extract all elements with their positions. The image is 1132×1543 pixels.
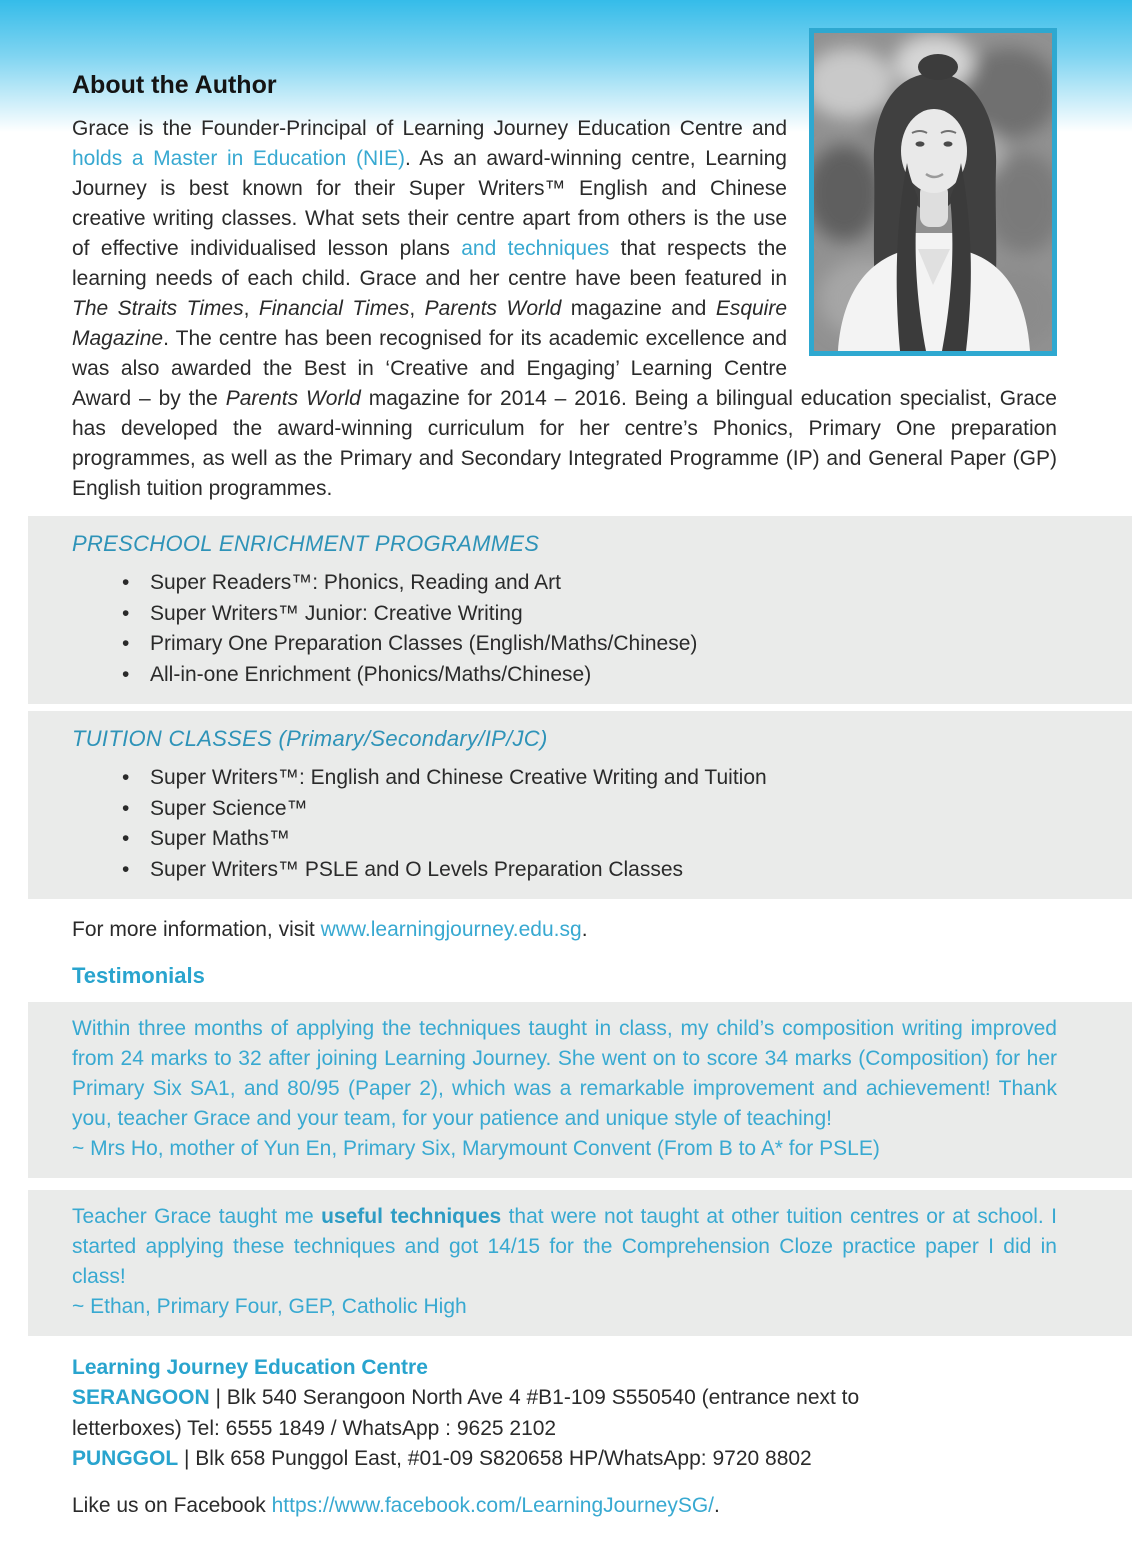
text-segment: Financial Times	[258, 297, 410, 320]
text-segment: Like us on Facebook	[72, 1493, 272, 1517]
hair-bun	[918, 54, 958, 80]
text-segment: Esquire Magazine	[72, 297, 788, 350]
serangoon-branch-line	[72, 1383, 1057, 1444]
text-segment: Parents World	[424, 297, 562, 320]
text-segment: | Blk 658 Punggol East, #01-09 S820658 HP/WhatsApp: 9720 8802	[178, 1447, 812, 1470]
text-segment: .	[581, 918, 588, 941]
serangoon-branch-label: SERANGOON	[72, 1386, 210, 1409]
list-item: • Super Writers™ Junior: Creative Writing	[120, 599, 1057, 630]
text-segment: that were not taught at other tuition centres or at school. I started applying these techniques and got 14/15 for the Comprehension Cloze practice paper I did in class!	[72, 1205, 1058, 1288]
author-photo	[809, 28, 1057, 356]
facebook-line	[72, 1491, 1057, 1522]
page-title: About the Author	[72, 71, 277, 99]
text-segment: . The centre has been recognised for its academic excellence and was also awarded the Best in ‘Creative and Engaging’ Learning Centre Award – by the	[72, 327, 787, 410]
preschool-programmes-section	[28, 516, 1132, 704]
text-segment: that respects the learning needs of each child. Grace and her centre have been featured in	[72, 237, 787, 290]
facebook-link[interactable]: https://www.facebook.com/LearningJourneySG/	[271, 1493, 715, 1517]
tuition-classes-list	[120, 763, 1057, 885]
tuition-classes-heading: TUITION CLASSES (Primary/Secondary/IP/JC)	[72, 726, 548, 751]
list-item: • All-in-one Enrichment (Phonics/Maths/Chinese)	[120, 660, 1057, 691]
list-item: • Primary One Preparation Classes (English/Maths/Chinese)	[120, 629, 1057, 660]
preschool-programmes-heading: PRESCHOOL ENRICHMENT PROGRAMMES	[72, 531, 540, 556]
testimonial-2	[28, 1190, 1132, 1336]
text-segment: .	[714, 1493, 720, 1517]
list-item: • Super Maths™	[120, 824, 1057, 855]
preschool-programmes-list	[120, 568, 1057, 690]
text-segment: letterboxes) Tel: 6555 1849 / WhatsApp : 9625 2102	[72, 1416, 557, 1440]
punggol-branch-label: PUNGGOL	[72, 1447, 179, 1470]
testimonial-1	[28, 1002, 1132, 1178]
text-segment: For more information, visit	[72, 918, 321, 941]
contact-section	[72, 1353, 1057, 1521]
testimonials-heading: Testimonials	[72, 963, 205, 988]
section-divider	[72, 704, 1057, 711]
list-item: • Super Writers™ PSLE and O Levels Preparation Classes	[120, 855, 1057, 886]
text-segment: magazine and	[561, 297, 716, 320]
author-photo-illustration	[814, 33, 1052, 351]
text-segment: ,	[243, 297, 259, 320]
text-segment: Teacher Grace taught me	[72, 1205, 322, 1228]
about-section	[72, 70, 1057, 504]
text-segment: | Blk 540 Serangoon North Ave 4 #B1-109 S550540 (entrance next to	[209, 1386, 860, 1409]
text-segment: magazine for 2014 – 2016. Being a bilingual education specialist, Grace has developed the award-winning curriculum for her centre’s Phonics, Primary One preparation programmes, as well as the Primary and Secondary Integrated Programme (IP) and General Paper (GP) English tuition programmes.	[72, 387, 1057, 500]
testimonial-2-attribution: ~ Ethan, Primary Four, GEP, Catholic High	[72, 1295, 467, 1318]
list-item: • Super Science™	[120, 794, 1057, 825]
website-link[interactable]: www.learningjourney.edu.sg	[320, 918, 582, 941]
testimonial-1-attribution: ~ Mrs Ho, mother of Yun En, Primary Six, Marymount Convent (From B to A* for PSLE)	[72, 1137, 880, 1160]
tuition-classes-section	[28, 711, 1132, 899]
eye-left	[916, 141, 925, 146]
list-item: • Super Readers™: Phonics, Reading and Art	[120, 568, 1057, 599]
testimonial-1-body	[72, 1014, 1057, 1134]
text-segment: useful techniques	[321, 1205, 502, 1228]
text-segment: Grace is the Founder-Principal of Learning Journey Education Centre and	[72, 117, 787, 140]
text-segment: ,	[409, 297, 425, 320]
punggol-branch-line	[72, 1444, 1057, 1475]
more-information-line	[72, 915, 1057, 945]
centre-name-heading: Learning Journey Education Centre	[72, 1356, 428, 1379]
text-segment: . As an award-winning centre, Learning Journey is best known for their Super Writers™ English and Chinese creative writing classes. What sets their centre apart from others is the use of effective individualised lesson plans	[72, 147, 787, 260]
text-segment: Parents World	[225, 387, 361, 410]
list-item: • Super Writers™: English and Chinese Creative Writing and Tuition	[120, 763, 1057, 794]
text-segment: The Straits Times	[72, 297, 244, 320]
text-segment: Within three months of applying the techniques taught in class, my child’s composition writing improved from 24 marks to 32 after joining Learning Journey. She went on to score 34 marks (Composition) for her Primary Six SA1, and 80/95 (Paper 2), which was a remarkable improvement and achievement! Thank you, teacher Grace and your team, for your patience and unique style of teaching!	[72, 1017, 1057, 1130]
techniques-link[interactable]: and techniques	[461, 237, 610, 260]
eye-right	[944, 141, 953, 146]
testimonial-2-body	[72, 1202, 1057, 1292]
master-in-education-link[interactable]: holds a Master in Education (NIE)	[72, 147, 405, 170]
section-divider	[72, 1178, 1057, 1190]
